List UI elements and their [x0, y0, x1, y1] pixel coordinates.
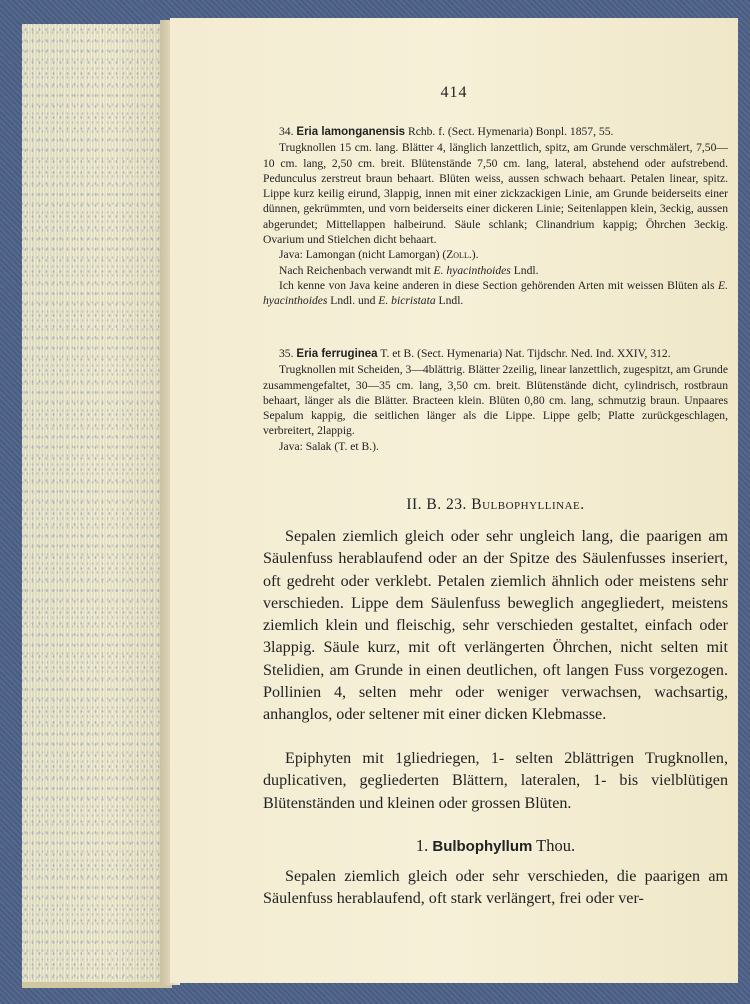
section-heading: II. B. 23. Bulbophyllinae.	[406, 496, 585, 513]
species-note: Ich kenne von Java keine anderen in diese Section gehörenden Arten mit weissen Blüten als E. hyacinthoides Lndl. und E. bicristata Lndl.	[263, 278, 728, 308]
species-note: Nach Reichenbach verwandt mit E. hyacinthoides Lndl.	[279, 263, 539, 277]
body-paragraph: Sepalen ziemlich gleich oder sehr verschieden, die paarigen am Säulenfuss herablaufend, oft stark verlängert, frei oder ver-	[263, 868, 728, 908]
page-edges	[22, 24, 172, 988]
species-entry-35	[263, 346, 728, 454]
species-name: Eria lamonganensis	[296, 126, 406, 138]
species-name: Eria ferruginea	[296, 348, 378, 360]
species-authority: Rchb. f. (Sect. Hymenaria) Bonpl. 1857, 55.	[405, 125, 614, 138]
species-authority: T. et B. (Sect. Hymenaria) Nat. Tijdschr. Ned. Ind. XXIV, 312.	[377, 347, 671, 360]
page-number: 414	[440, 84, 468, 101]
genus-heading: 1. Bulbophyllum Thou.	[415, 836, 576, 855]
species-entry-34	[263, 124, 728, 309]
body-paragraph: Sepalen ziemlich gleich oder sehr ungleich lang, die paarigen am Säulenfuss herablaufend oder an der Spitze des Säulenfusses inseriert, oft gedreht oder verklebt. Petalen ziemlich ähnlich oder meistens sehr verschieden. Lippe dem Säulenfuss beweglich angegliedert, meistens ziemlich klein und fleischig, sehr verschieden gestaltet, einfach oder 3lappig. Säule kurz, mit oft verlängerten Öhrchen, nicht selten mit Stelidien, am Grunde in einen deutlichen, oft langen Fuss vorgezogen. Pollinien 4, selten mehr oder weniger verwachsen, wachsartig, anhanglos, oder seltener mit einer dicken Klebmasse.	[263, 528, 728, 724]
species-locality: Java: Salak (T. et B.).	[279, 439, 379, 453]
species-heading: 35. Eria ferruginea T. et B. (Sect. Hymenaria) Nat. Tijdschr. Ned. Ind. XXIV, 312.	[279, 347, 671, 360]
species-locality: Java: Lamongan (nicht Lamorgan) (Zoll.).	[279, 248, 479, 262]
species-description: Trugknollen mit Scheiden, 3—4blättrig. Blätter 2zeilig, linear lanzettlich, zugespitzt, am Grunde zusammengefaltet, 30—35 cm. lang, 3,50 cm. breit. Blütenstände dicht, cylindrisch, rostbraun behaart, länger als die Blätter. Bracteen klein. Blüten 0,80 cm. lang, schmutzig braun. Unpaares Sepalum kappig, die seitlichen länger als die Lippe. Lippe gelb; Platte zurückgeschlagen, verbreitert, 2lappig.	[263, 363, 728, 438]
species-description: Trugknollen 15 cm. lang. Blätter 4, länglich lanzettlich, spitz, am Grunde verschmälert, 7,50—10 cm. lang, 2,50 cm. breit. Blütenstände 7,50 cm. lang, lateral, abstehend oder aufstrebend. Pedunculus zerstreut braun behaart. Blüten weiss, aussen schwach behaart. Petalen linear, spitz. Lippe kurz keilig eirund, 3lappig, innen mit einer zickzackigen Linie, am Grunde beiderseits einer dünnen, gekrümmten, und vorn beiderseits einer dickeren Linie; Seitenlappen klein, 3eckig, aussen abgerundet; Mittellappen halbeirund. Säule schlank; Clinandrium kappig; Öhrchen 3eckig. Ovarium und Stielchen dicht behaart.	[263, 141, 728, 247]
book-page	[170, 18, 738, 983]
body-paragraph: Epiphyten mit 1gliedriegen, 1- selten 2blättrigen Trugknollen, duplicativen, gegliederten Blättern, lateralen, 1- bis vielblütigen Blütenständen und kleinen oder grossen Blüten.	[263, 750, 728, 812]
species-heading: 34. Eria lamonganensis Rchb. f. (Sect. Hymenaria) Bonpl. 1857, 55.	[279, 125, 614, 138]
